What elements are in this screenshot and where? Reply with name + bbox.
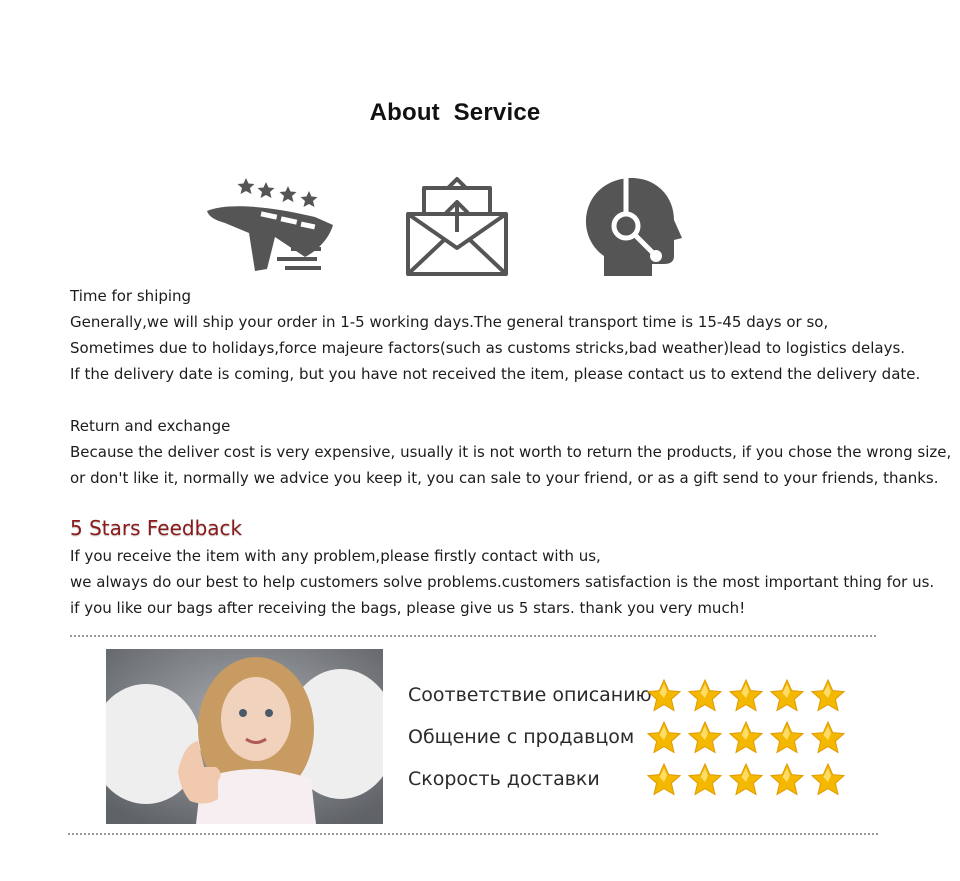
divider xyxy=(70,635,876,637)
star-rating xyxy=(646,762,846,798)
star-rating xyxy=(646,720,846,756)
feedback-line: we always do our best to help customers solve problems.customers satisfaction is the most important thing for us. xyxy=(70,573,935,591)
shipping-line: If the delivery date is coming, but you have not received the item, please contact us to extend the delivery date. xyxy=(70,365,921,383)
shipping-line: Sometimes due to holidays,force majeure factors(such as customs stricks,bad weather)lead to logistics delays. xyxy=(70,339,906,357)
shipping-heading: Time for shiping xyxy=(70,287,192,305)
feedback-title: 5 Stars Feedback xyxy=(70,516,243,540)
star-icon xyxy=(728,762,764,798)
returns-line: or don't like it, normally we advice you keep it, you can sale to your friend, or as a gift send to your friends, thanks. xyxy=(70,469,939,487)
headset-support-icon xyxy=(582,176,686,280)
page-title: About Service xyxy=(369,99,541,126)
shipping-line: Generally,we will ship your order in 1-5 working days.The general transport time is 15-45 days or so, xyxy=(70,313,829,331)
airplane-five-stars-icon xyxy=(205,173,337,277)
star-icon xyxy=(769,762,805,798)
shipping-section xyxy=(70,283,920,387)
returns-line: Because the deliver cost is very expensive, usually it is not worth to return the products, if you chose the wrong size, xyxy=(70,443,952,461)
star-icon xyxy=(728,720,764,756)
envelope-upload-icon xyxy=(404,176,510,278)
star-icon xyxy=(687,720,723,756)
star-icon xyxy=(810,762,846,798)
star-icon xyxy=(769,678,805,714)
star-icon xyxy=(769,720,805,756)
thumbs-up-girl-photo xyxy=(106,649,383,824)
star-icon xyxy=(728,678,764,714)
returns-heading: Return and exchange xyxy=(70,417,231,435)
feedback-line: If you receive the item with any problem,please firstly contact with us, xyxy=(70,547,601,565)
feedback-section xyxy=(70,543,934,621)
star-icon xyxy=(810,678,846,714)
returns-section xyxy=(70,413,951,491)
star-icon xyxy=(687,762,723,798)
divider xyxy=(68,833,878,835)
star-icon xyxy=(646,762,682,798)
rating-label: Соответствие описанию xyxy=(408,684,652,706)
rating-label: Общение с продавцом xyxy=(408,726,635,748)
service-icons xyxy=(0,168,960,280)
feedback-line: if you like our bags after receiving the bags, please give us 5 stars. thank you very much! xyxy=(70,599,746,617)
star-icon xyxy=(646,678,682,714)
star-icon xyxy=(810,720,846,756)
rating-label: Скорость доставки xyxy=(408,768,600,790)
star-rating xyxy=(646,678,846,714)
star-icon xyxy=(687,678,723,714)
star-icon xyxy=(646,720,682,756)
